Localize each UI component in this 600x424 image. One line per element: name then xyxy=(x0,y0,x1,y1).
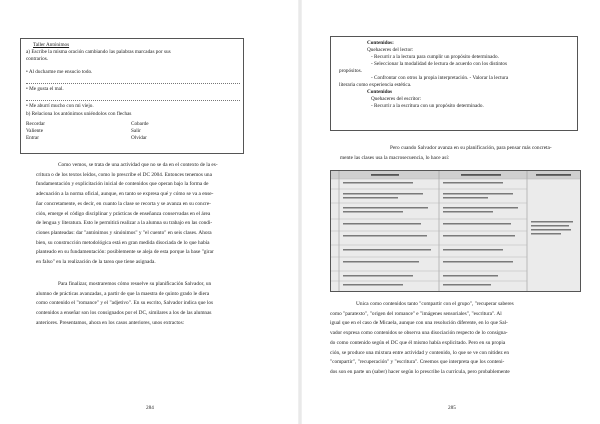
body-paragraph-4: Unica como contenidos tanto "compartir con el grupo", "recuperar saberes como "paratexto", "origen del romance" e "imágenes sensoriales", "escritura". Al igual que en el caso de Micaela, aunque con una resolución diferente, en lo que Sal- vador expresa como contenidos se observa una disociación respecto de lo consigna- do como contenido según el DC que él mismo había explicitado. Pero en su propia ción, se produce una mixtura entre actividad y contenido, lo que se ve con nitidez en "compartir", "recuperación" y "escritura". Creemos que interpreta que los conteni- dos son en parte un (saber) hacer según lo prescribe la currícula, pero probablemente xyxy=(330,301,514,375)
antonym-left-3: Entrar xyxy=(26,135,39,141)
body-paragraph-3: Pero cuando Salvador avanza en su planificación, para pensar más concreta- mente las clases usa la macrosecuencia, lo hace así: xyxy=(340,145,552,161)
exercise-instruction-2: contrarios. xyxy=(26,56,49,62)
contents-heading-2: Contenidos xyxy=(367,89,393,95)
exercise-sentence-1: • Al ducharme me ensucio todo. xyxy=(26,69,93,75)
antonym-left-1: Recordar xyxy=(26,121,46,127)
exercise-box xyxy=(20,38,244,154)
exercise-sentence-2: • Me gusta el mal. xyxy=(26,86,64,92)
antonym-right-1: Cobarde xyxy=(131,121,149,127)
answer-line xyxy=(26,99,240,101)
exercise-title: Taller Antónimos xyxy=(33,42,70,48)
antonym-left-2: Valiente xyxy=(26,128,43,134)
exercise-sentence-3: • Me aburrí mucho con mi viejo. xyxy=(26,103,94,109)
body-paragraph-1: Como vemos, se trata de una actividad que no se da en el contexto de la es- critura o de los textos leídos, como lo prescribe el DC 2004. Entonces tenemos una fundamentación y explicitación inicial de contenidos que operan bajo la forma de adecuación a la norma oficial, aunque, en tanto se expresa qué y cómo se va a ense- ñar concretamente, es decir, en cuanto la clase se recorta y se avanza en su concre- ción, emerge el código disciplinar y prácticas de enseñanza conservadas en el área de lengua y literatura. Esto le permitirá realizar a la alumna su trabajo en las condi- ciones planteadas: dar "antónimos y sinónimos" y "el cuento" en seis clases. Ahora bien, su construcción metodológica está en gran medida disociada de lo que había planteado en su fundamentación: posiblemente se aleja de esta porque la base "girar en falso" en la realización de la tarea que tiene asignada. xyxy=(36,162,218,266)
exercise-instruction-1: a) Escribe la misma oración cambiando las palabras marcadas por sus xyxy=(26,49,171,55)
contents-heading: Contenidos: xyxy=(367,40,394,46)
antonym-right-3: Olvidar xyxy=(131,135,147,141)
table-image xyxy=(331,171,580,291)
body-paragraph-2: Para finalizar, mostraremos cómo resuelve su planificación Salvador, un alumno de prácticas avanzadas, a partir de que la maestra de quinto grado le diera como contenido el "romance" y el "adjetivo". En su escrito, Salvador indica que los contenidos a enseñar son los consignados por el DC, similares a los de las alumnas anteriores. Presentamos, ahora en los casos anteriores, unos extractos: xyxy=(36,281,214,326)
right-page xyxy=(300,0,600,424)
antonym-right-2: Salir xyxy=(131,128,141,134)
macrosequence-table xyxy=(330,170,581,292)
answer-line xyxy=(26,82,240,84)
page-number-left: 284 xyxy=(146,405,154,411)
exercise-instruction-b: b) Relaciona los antónimos uniéndolos con flechas xyxy=(26,111,132,117)
page-number-right: 285 xyxy=(448,405,456,411)
contents-box: Contenidos: Quehaceres del lector: - Recurrir a la lectura para cumplir un propósito determinado. - Seleccionar la modalidad de lectura de acuerdo con los distintos propósitos. - Confrontar con otros la propia interpretación. - Valorar la lectura literaria como experiencia estética. Contenidos Quehaceres del escritor: - Recurrir a la escritura con un propósito determinado. xyxy=(330,36,578,131)
